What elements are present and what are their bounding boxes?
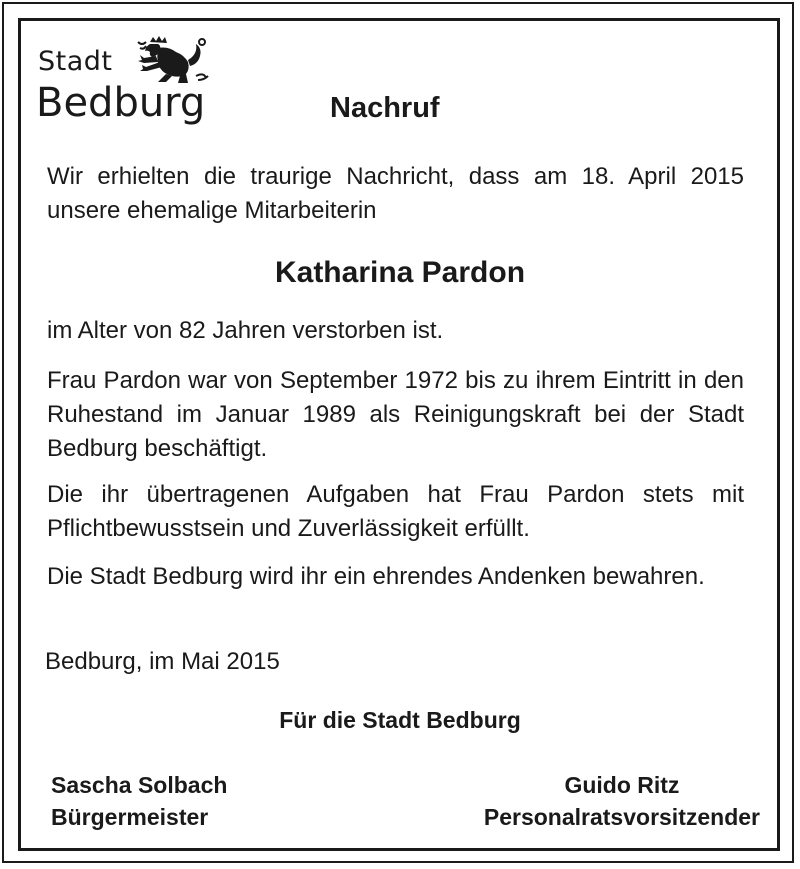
signatory-role: Bürgermeister: [51, 804, 209, 830]
memory-paragraph: Die Stadt Bedburg wird ihr ein ehrendes Andenken bewahren.: [47, 563, 705, 590]
signatory-name: Sascha Solbach: [51, 772, 228, 798]
signatory-left: [51, 769, 227, 833]
heraldic-lion-icon: [136, 36, 210, 84]
duties-paragraph: Die ihr übertragenen Aufgaben hat Frau Pardon stets mit Pflichtbewusstsein und Zuverlässigkeit erfüllt.: [47, 481, 744, 542]
dateline: Bedburg, im Mai 2015: [45, 648, 280, 675]
logo-word-stadt: Stadt: [38, 46, 113, 77]
logo-word-bedburg: Bedburg: [36, 80, 206, 126]
career-paragraph: Frau Pardon war von September 1972 bis zu ihrem Eintritt in den Ruhestand im Januar 1989 als Reinigungskraft bei der Stadt Bedburg beschäftigt.: [47, 367, 744, 462]
page-title: Nachruf: [330, 92, 440, 124]
intro-paragraph: Wir erhielten die traurige Nachricht, dass am 18. April 2015 unsere ehemalige Mitarbeiterin: [47, 163, 744, 224]
signatory-role: Personalratsvorsitzender: [483, 804, 760, 830]
deceased-name: Katharina Pardon: [274, 256, 526, 289]
signatory-name: Guido Ritz: [564, 772, 680, 798]
closing-line: Für die Stadt Bedburg: [279, 707, 521, 733]
age-paragraph: im Alter von 82 Jahren verstorben ist.: [47, 317, 444, 344]
signatory-right: [484, 769, 760, 833]
